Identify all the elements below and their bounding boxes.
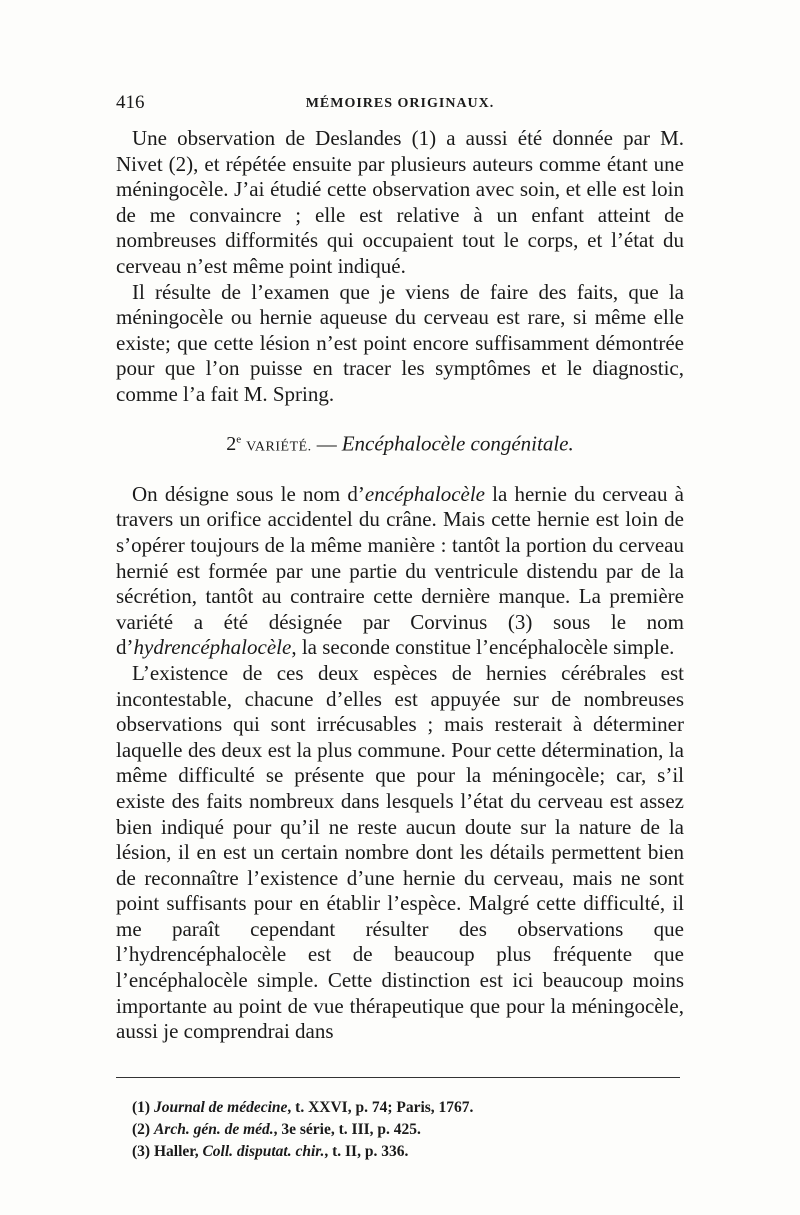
paragraph-2-text: Il résulte de l’examen que je viens de faire des faits, que la méningocèle ou hernie aqueuse du cerveau est rare, si même elle existe; que cette lésion n’est point encore suffisamment démontrée pour que l’on puisse en tracer les symptômes et le diagnostic, comme l’a fait M. Spring. [116, 279, 684, 406]
footnote-3: (3) Haller, Coll. disputat. chir., t. II, p. 336. [132, 1143, 409, 1160]
footnotes [132, 1097, 672, 1163]
paragraph-1-text: Une observation de Deslandes (1) a aussi été donnée par M. Nivet (2), et répétée ensuite par plusieurs auteurs comme étant une méningocèle. J’ai étudié cette observation avec soin, et elle est loin de me convaincre ; elle est relative à un enfant atteint de nombreuses difformités qui occupaient tout le corps, et l’état du cerveau n’est même point indiqué. [116, 126, 684, 278]
section-dash: — [311, 433, 342, 456]
paragraph-4 [116, 661, 684, 1045]
paragraph-2 [116, 280, 684, 408]
page [116, 92, 684, 1045]
term-hydrencephalocele: hydrencéphalocèle [133, 635, 292, 660]
section-number: 2e [226, 433, 242, 456]
body-text [116, 126, 684, 1045]
running-title: MÉMOIRES ORIGINAUX. [305, 96, 495, 111]
paragraph-3: On désigne sous le nom d’encéphalocèle la hernie du cerveau à travers un orifice accidentel du crâne. Mais cette hernie est loin de s’opérer toujours de la même manière : tantôt la portion du cerveau hernié est formée par une partie du ventricule distendu par de la sécrétion, tantôt au contraire cette dernière manque. La première variété a été désignée par Corvinus (3) sous le nom d’hydrencéphalocèle, la seconde constitue l’encéphalocèle simple. [116, 481, 684, 660]
term-encephalocele: encéphalocèle [364, 481, 485, 506]
paragraph-1 [116, 126, 684, 280]
paragraph-4-text: L’existence de ces deux espèces de hernies cérébrales est incontestable, chacune d’elles est appuyée sur de nombreuses observations qui sont irrécusables ; mais resterait à déterminer laquelle des deux est la plus commune. Pour cette détermination, la même difficulté se présente que pour la méningocèle; car, s’il existe des faits nombreux dans lesquels l’état du cerveau est assez bien indiqué pour qu’il ne reste aucun doute sur la nature de la lésion, il en est un certain nombre dont les détails permettent bien de reconnaître l’existence d’une hernie du cerveau, mais ne sont point suffisants pour en établir l’espèce. Malgré cette difficulté, il me paraît cependant résulter des observations que l’hydrencéphalocèle est de beaucoup plus fréquente que l’encéphalocèle simple. Cette distinction est ici beaucoup moins importante au point de vue thérapeutique que pour la méningocèle, aussi je comprendrai dans [116, 660, 684, 1044]
section-label: VARIÉTÉ. [246, 439, 312, 455]
section-heading [116, 428, 684, 460]
footnote-rule [116, 1077, 680, 1078]
footnote-1: (1) Journal de médecine, t. XXVI, p. 74; Paris, 1767. [132, 1099, 474, 1116]
section-title: Encéphalocèle congénitale. [341, 431, 574, 456]
page-number: 416 [116, 92, 145, 113]
running-head [116, 92, 684, 118]
footnote-2: (2) Arch. gén. de méd., 3e série, t. III, p. 425. [132, 1121, 421, 1138]
